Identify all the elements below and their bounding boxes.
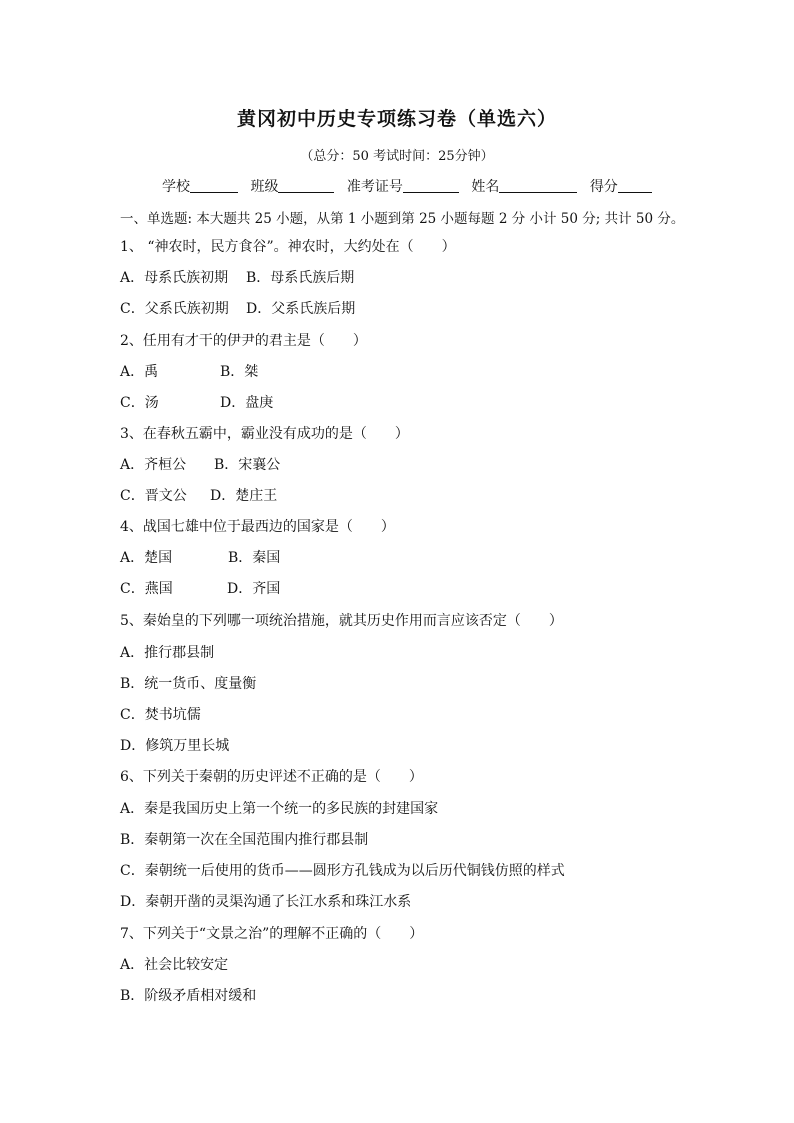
option-b: B．母系氏族后期: [246, 270, 355, 286]
option-c: C．燕国: [120, 581, 173, 597]
option-c: C．焚书坑儒: [120, 707, 201, 723]
option-a: A．楚国: [120, 550, 173, 566]
option-a: A．母系氏族初期: [120, 270, 229, 286]
option-b: B．阶级矛盾相对缓和: [120, 988, 257, 1004]
question-stem: 2、任用有才干的伊尹的君主是（ ）: [120, 333, 367, 349]
option-a: A．禹: [120, 364, 159, 380]
school-label: 学校: [162, 179, 190, 195]
option-d: D．楚庄王: [210, 488, 278, 504]
option-a: A．秦是我国历史上第一个统一的多民族的封建国家: [120, 801, 439, 817]
option-c: C．秦朝统一后使用的货币——圆形方孔钱成为以后历代铜钱仿照的样式: [120, 863, 565, 879]
name-label: 姓名: [471, 179, 500, 195]
exam-no-label: 准考证号: [346, 179, 403, 195]
option-row: [120, 300, 355, 318]
exam-meta: （总分：50 考试时间：25分钟）: [300, 149, 494, 164]
exam-no-blank: [403, 178, 459, 193]
school-blank: [190, 178, 238, 193]
option-a: A．社会比较安定: [120, 957, 229, 973]
option-b: B．秦朝第一次在全国范围内推行郡县制: [120, 832, 369, 848]
question-stem: 4、战国七雄中位于最西边的国家是（ ）: [120, 519, 395, 535]
name-blank: [499, 178, 577, 193]
question-stem: 3、在春秋五霸中，霸业没有成功的是（ ）: [120, 426, 409, 442]
question-stem: 5、秦始皇的下列哪一项统治措施，就其历史作用而言应该否定（ ）: [120, 613, 563, 629]
option-c: C．汤: [120, 395, 159, 411]
option-d: D．修筑万里长城: [120, 738, 230, 754]
option-row: [120, 580, 280, 598]
option-row: [120, 487, 277, 505]
option-a: A．推行郡县制: [120, 645, 215, 661]
option-d: D．秦朝开凿的灵渠沟通了长江水系和珠江水系: [120, 894, 412, 910]
option-row: [120, 394, 273, 412]
score-label: 得分: [589, 179, 618, 195]
option-row: [120, 269, 354, 287]
option-row: [120, 549, 280, 567]
question-stem: 6、下列关于秦朝的历史评述不正确的是（ ）: [120, 769, 423, 785]
option-row: [120, 456, 280, 474]
page-title: 黄冈初中历史专项练习卷（单选六）: [236, 108, 557, 130]
option-b: B．秦国: [228, 550, 281, 566]
section-heading: 一、单选题: 本大题共 25 小题，从第 1 小题到第 25 小题每题 2 分 小计 50 分; 共计 50 分。: [120, 211, 685, 227]
student-info-row: [162, 176, 660, 196]
option-c: C．父系氏族初期: [120, 301, 229, 317]
class-blank: [278, 178, 334, 193]
question-stem: 7、下列关于“文景之治”的理解不正确的（ ）: [120, 926, 424, 942]
question-stem: 1、 “神农时，民方食谷”。神农时，大约处在（ ）: [120, 239, 456, 255]
option-d: D．盘庚: [220, 395, 274, 411]
option-row: [120, 363, 258, 381]
option-d: D．齐国: [227, 581, 281, 597]
option-b: B．宋襄公: [214, 457, 281, 473]
option-b: B．桀: [220, 364, 259, 380]
class-label: 班级: [250, 179, 279, 195]
score-blank: [618, 178, 652, 193]
option-a: A．齐桓公: [120, 457, 187, 473]
option-b: B．统一货币、度量衡: [120, 676, 257, 692]
option-c: C．晋文公: [120, 488, 187, 504]
option-d: D．父系氏族后期: [246, 301, 356, 317]
